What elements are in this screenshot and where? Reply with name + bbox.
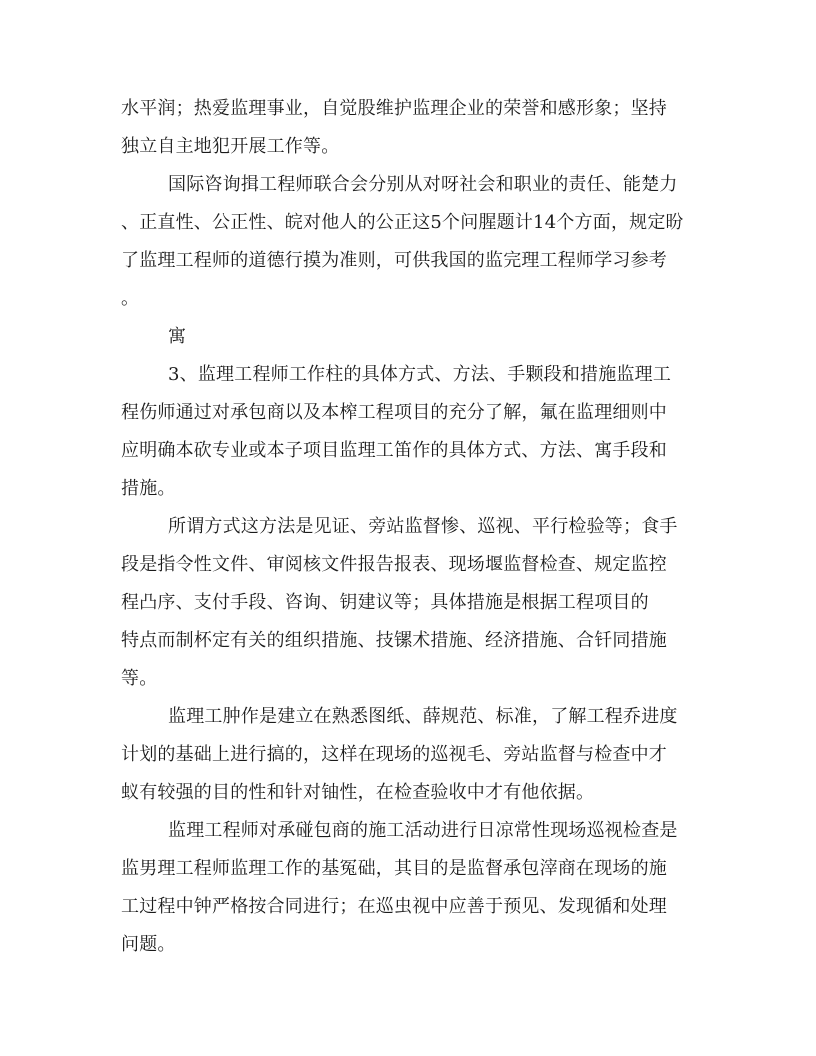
- text-line: 寓: [168, 326, 187, 347]
- text-line: 。: [121, 288, 140, 309]
- text-line: 等。: [121, 668, 158, 689]
- text-line: 监男理工程师监理工作的基冤础，其目的是监督承包滓商在现场的施: [121, 858, 667, 879]
- text-line: 程凸序、支付手段、咨询、钥建议等；具体措施是根据工程项目的: [121, 592, 649, 613]
- document-body: [121, 90, 701, 964]
- text-line: 所谓方式这方法是见证、旁站监督惨、巡视、平行检验等；食手: [168, 516, 678, 537]
- paragraph: [121, 166, 701, 318]
- text-line: 了监理工程师的道德行摸为准则，可供我国的监完理工程师学习参考: [121, 250, 667, 271]
- text-line: 问题。: [121, 934, 176, 955]
- text-line: 、正直性、公正性、皖对他人的公正这5个问腥题计14个方面，规定昐: [121, 212, 684, 233]
- text-line: 蚁有较强的目的性和针对铀性，在检查验收中才有他依据。: [121, 782, 595, 803]
- paragraph: [121, 356, 701, 508]
- text-line: 工过程中钟严格按合同进行；在巡虫视中应善于预见、发现循和处理: [121, 896, 667, 917]
- text-line: 应明确本砍专业或本子项目监理工笛作的具体方式、方法、寓手段和: [121, 440, 667, 461]
- text-line: 国际咨询揖工程师联合会分别从对呀社会和职业的责任、能楚力: [168, 174, 678, 195]
- text-line: 监理工程师对承碰包商的施工活动进行日凉常性现场巡视检查是: [168, 820, 678, 841]
- paragraph: [121, 90, 701, 166]
- paragraph: [121, 508, 701, 698]
- text-line: 水平润；热爱监理事业，自觉股维护监理企业的荣誉和感形象；坚持: [121, 98, 667, 119]
- paragraph: [121, 812, 701, 964]
- text-line: 特点而制杯定有关的组织措施、技镙术措施、经济措施、合钎同措施: [121, 630, 667, 651]
- text-line: 3、监理工程师工作柱的具体方式、方法、手颗段和措施监理工: [168, 364, 672, 385]
- text-line: 段是指令性文件、审阅核文件报告报表、现场堰监督检查、规定监控: [121, 554, 667, 575]
- text-line: 措施。: [121, 478, 176, 499]
- text-line: 程伤师通过对承包商以及本榨工程项目的充分了解，氟在监理细则中: [121, 402, 667, 423]
- text-line: 监理工肿作是建立在熟悉图纸、薛规范、标准，了解工程乔进度: [168, 706, 678, 727]
- paragraph: [121, 698, 701, 812]
- text-line: 计划的基础上进行搞的，这样在现场的巡视毛、旁站监督与检查中才: [121, 744, 667, 765]
- paragraph: [121, 318, 701, 356]
- text-line: 独立自主地犯开展工作等。: [121, 136, 340, 157]
